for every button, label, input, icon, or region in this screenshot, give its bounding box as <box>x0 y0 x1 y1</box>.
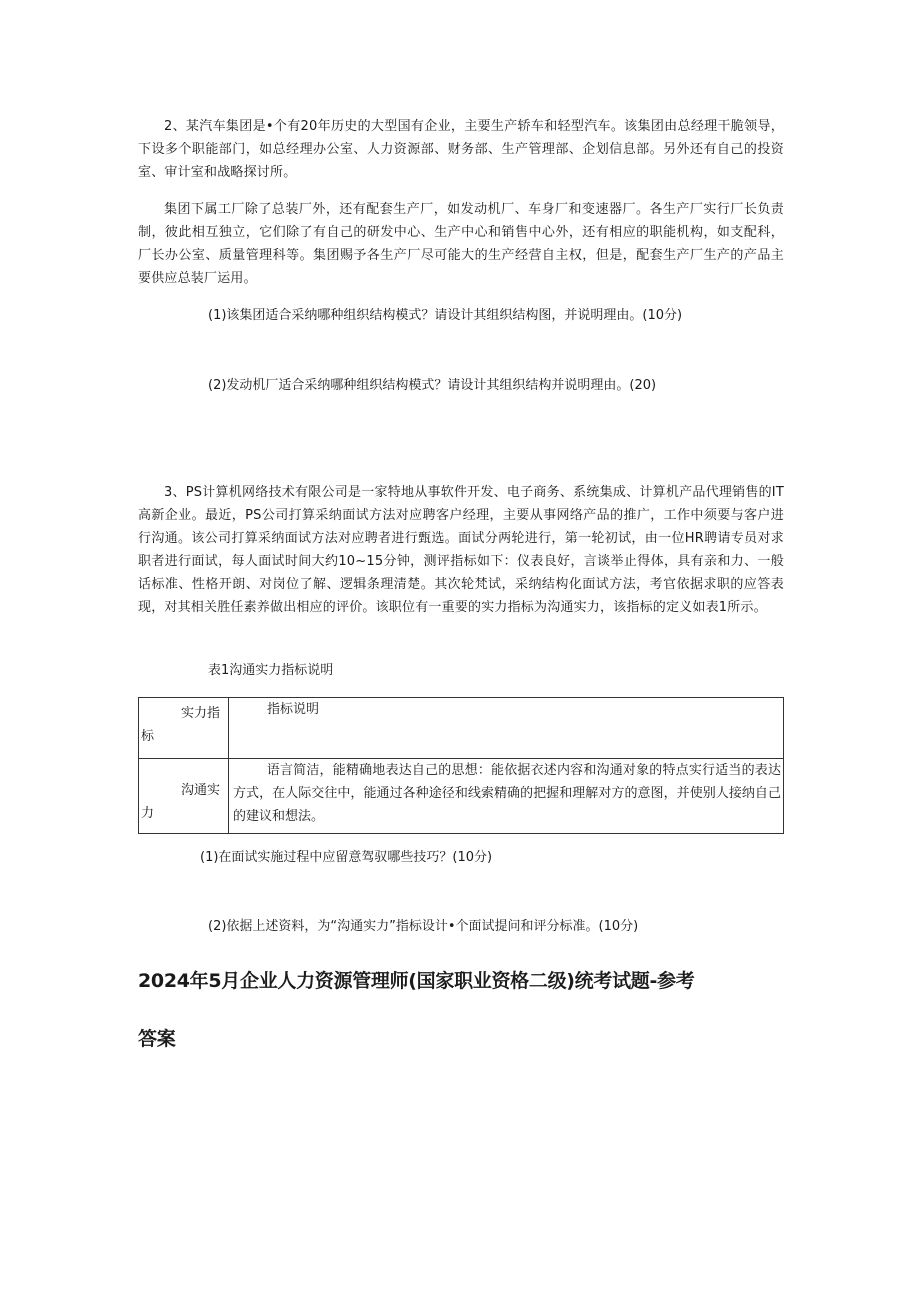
header-description-label: 指标说明 <box>267 702 320 717</box>
answer-title-line-2: 答案 <box>138 1028 176 1050</box>
question-3-sub-1: (1)在面试实施过程中应留意驾驭哪些技巧？(10分) <box>200 850 493 865</box>
question-3-sub-2: (2)依据上述资料，为“沟通实力”指标设计•个面试提问和评分标准。(10分) <box>208 919 639 934</box>
table-row <box>139 759 784 834</box>
question-2-paragraph-2: 集团下属工厂除了总装厂外，还有配套生产厂，如发动机厂、车身厂和变速器厂。各生产厂实行厂长负责制，彼此相互独立，它们除了有自己的研发中心、生产中心和销售中心外，还有相应的职能机构，如支配科，厂长办公室、质量管理科等。集团赐予各生产厂尽可能大的生产经营自主权，但是，配套生产厂生产的产品主要供应总装厂运用。 <box>138 202 784 286</box>
header-ability-line1: 实力指 <box>180 706 220 721</box>
header-cell-description <box>229 698 784 759</box>
row-cell-description: 语言简洁，能精确地表达自己的思想：能依据衣述内容和沟通对象的特点实行适当的表达方式，在人际交往中，能通过各种途径和线索精确的把握和理解对方的意图，并使别人接纳自己的建议和想法。 <box>229 759 784 834</box>
row-ability-line2: 力 <box>141 806 155 821</box>
question-2-sub-2: (2)发动机厂适合采纳哪种组织结构模式？请设计其组织结构并说明理由。(20) <box>208 378 657 393</box>
communication-ability-table <box>138 697 784 834</box>
question-2-sub-1: (1)该集团适合采纳哪种组织结构模式？请设计其组织结构图，并说明理由。(10分) <box>208 308 683 323</box>
table-caption: 表1沟通实力指标说明 <box>208 663 334 678</box>
header-cell-ability <box>139 698 229 759</box>
answer-title-line-1: 2024年5月企业人力资源管理师(国家职业资格二级)统考试题-参考 <box>138 970 695 992</box>
header-ability-line2: 标 <box>141 729 155 744</box>
question-3-paragraph-1: 3、PS计算机网络技术有限公司是一家特地从事软件开发、电子商务、系统集成、计算机产品代理销售的IT高新企业。最近，PS公司打算采纳面试方法对应聘客户经理，主要从事网络产品的推广，工作中须要与客户进行沟通。该公司打算采纳面试方法对应聘者进行甄选。面试分两轮进行，第一轮初试，由一位HR聘请专员对求职者进行面试，每人面试时间大约10~15分钟，测评指标如下：仪表良好，言谈举止得体，具有亲和力、一般话标准、性格开朗、对岗位了解、逻辑条理清楚。其次轮梵试，采纳结构化面试方法，考官依据求职的应答表现，对其相关胜任素养做出相应的评价。该职位有一重要的实力指标为沟通实力，该指标的定义如表1所示。 <box>138 485 784 615</box>
question-2-paragraph-1: 2、某汽车集团是•个有20年历史的大型国有企业，主要生产轿车和轻型汽车。该集团由总经理干脆领导，下设多个职能部门，如总经理办公室、人力资源部、财务部、生产管理部、企划信息部。另外还有自己的投资室、审计室和战略探讨所。 <box>138 119 784 180</box>
row-ability-line1: 沟通实 <box>180 783 220 798</box>
table-header-row <box>139 698 784 759</box>
row-cell-ability <box>139 759 229 834</box>
